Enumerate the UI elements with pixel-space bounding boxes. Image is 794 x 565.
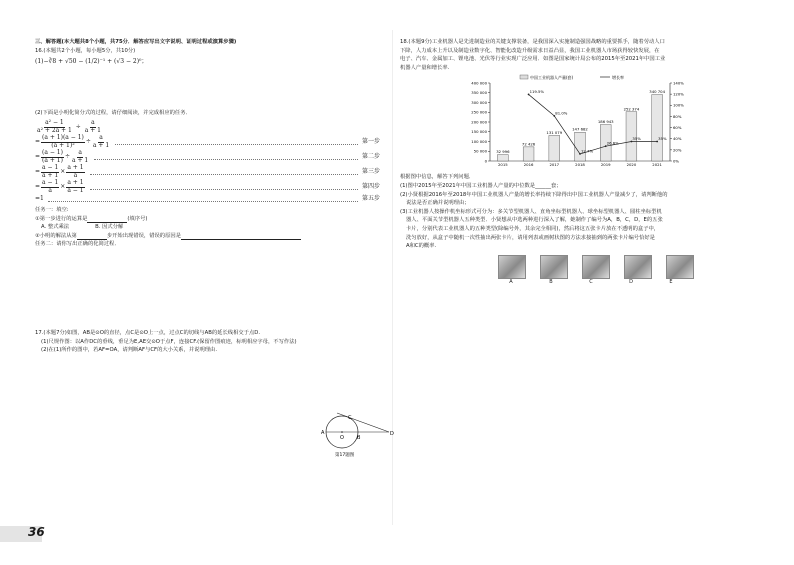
reason-blank[interactable]	[181, 234, 301, 240]
rate-label: 26.6%	[606, 140, 619, 146]
page-number: 36	[28, 525, 45, 539]
q18-text-5: (3)工业机器人按操作机坐标形式可分为：多关节型机器人、直角坐标型机器人、球坐标型机器人、圆柱坐标型机	[400, 208, 662, 215]
bar	[497, 155, 508, 161]
q17-part1: (1)尺规作图：以A作DC的垂线，垂足为E,AE交⊙O于点F，连接CF.(保留作图痕迹，标明相应字母，不写作法)	[41, 338, 297, 345]
step-5-label: 第五步	[361, 195, 380, 203]
q18-line-2: 下降，人力成本上升以及制造业数字化、智能化改造升级需求日益凸显，我国工业机器人市场获得较快发展，在	[400, 47, 660, 54]
label-o: O	[340, 435, 344, 441]
q16-part1-expression: (1)−∛8 + √50 − (1/2)⁻¹ + (√3 − 2)⁰；	[35, 58, 148, 66]
q16-part2-intro: (2)下面是小明化简分式的过程，请仔细阅读，并完成相应的任务．	[35, 109, 191, 116]
card-label-b: B	[549, 278, 553, 285]
label-d: D	[390, 431, 394, 437]
bar-value-label: 32 996	[496, 149, 510, 155]
x-tick-label: 2018	[575, 162, 585, 168]
step-4-label: 第四步	[361, 183, 380, 191]
label-c: C	[348, 415, 352, 421]
label-b: B	[357, 435, 361, 441]
bar-value-label: 186 943	[597, 119, 614, 125]
step-1: = $\frac{(a + 1)(a - 1)}{\text{(a + 1)²}}$ ÷ $\frac{a}{a + 1}$ 第一步	[35, 134, 380, 149]
left-tick-label: 50 000	[473, 149, 487, 155]
q16-header: 16.(本题共2个小题，每小题5分，共10分)	[35, 47, 136, 54]
production-chart	[450, 73, 710, 173]
q17-header: 17.(本题7分)如图，AB是⊙O的直径，点C是⊙O上一点，过点C的切线与AB的延长线相交于点D.	[35, 329, 261, 336]
robot-card-e	[666, 255, 694, 279]
left-tick-label: 350 000	[471, 90, 487, 96]
right-tick-label: 40%	[673, 136, 682, 142]
bar-value-label: 131 079	[546, 130, 563, 136]
task-1: 任务一：填空:	[35, 206, 69, 213]
q18-text-6: 器人、平面关节型机器人五种类型．小贤想从中选两种进行深入了解，她制作了编号为A，B，C，D，E的五张	[406, 217, 663, 224]
card-label-d: D	[629, 278, 633, 285]
right-tick-label: 60%	[673, 125, 682, 131]
bar	[549, 136, 560, 162]
q18-text-3: (2)小贤根据2016年至2018年中国工业机器人产量的增长率持续下降得出中国工业机器人产量减少了，请判断他的	[400, 191, 668, 198]
bar	[523, 147, 534, 161]
original-fraction: $\frac{\text{a² − 1}}{\text{a² + 2a + 1}}$ ÷ $\frac{a}{a + 1}$	[37, 119, 101, 134]
robot-card-c	[582, 255, 610, 279]
bar	[575, 133, 586, 162]
right-tick-label: 140%	[673, 80, 684, 86]
legend-bar-swatch	[520, 75, 528, 79]
label-a: A	[321, 430, 325, 436]
rate-label: 35%	[658, 136, 667, 142]
step-5: =1 第五步	[35, 195, 380, 203]
right-tick-label: 0%	[673, 158, 680, 164]
bar-value-label: 252 374	[623, 106, 640, 112]
q17-part2: (2)在(1)所作的图中，若AF=OA，请判断AF与CF的大小关系，并说明理由.	[41, 347, 218, 354]
card-label-a: A	[509, 278, 513, 285]
q18-line-3: 电子、汽车、金属加工、锂电池、光伏等行业实现广泛应用．如图是国家统计局公布的2015年至2021年中国工业	[400, 56, 666, 63]
bar-value-label: 147 682	[572, 127, 588, 133]
q18-text-7: 卡片，分别代表工业机器人的五种类型(除编号外，其余完全相同)，然后将这五张卡片放在不透明的盒子中，	[406, 225, 660, 232]
q18-text-1: 根据图中信息，解答下列问题．	[400, 174, 475, 181]
step-4: = $\frac{a - 1}{a}$ × $\frac{a + 1}{a - 1}$ 第四步	[35, 179, 380, 194]
task-2: 任务二：请你写出正确的化简过程．	[35, 241, 120, 248]
step-3-label: 第三步	[361, 168, 380, 176]
bar	[652, 95, 663, 161]
growth-rate-line	[529, 95, 658, 155]
chart-legend	[520, 74, 624, 80]
x-tick-label: 2021	[652, 162, 662, 168]
q18-text-2: (1)图中2015年至2021年中国工业机器人产量的中位数是______套；	[400, 182, 562, 189]
step-1-label: 第一步	[361, 138, 380, 146]
left-tick-label: 0	[484, 158, 487, 164]
left-column	[35, 38, 394, 458]
x-tick-label: 2015	[498, 162, 508, 168]
q17-figure	[317, 410, 397, 460]
bar-value-label: 340 704	[649, 89, 665, 95]
x-tick-label: 2016	[523, 162, 534, 168]
task-1-options: A. 整式乘法 B. 因式分解	[41, 224, 124, 231]
card-label-c: C	[589, 278, 593, 285]
task-1-question-2: ②小明的解法从第 步开始出现错误，错误的原因是	[35, 232, 380, 241]
rate-label: 12.7%	[581, 148, 594, 154]
rate-label: 119.5%	[529, 89, 545, 95]
right-tick-label: 100%	[673, 103, 684, 109]
x-tick-label: 2017	[549, 162, 560, 168]
tangent-line	[337, 413, 389, 432]
left-tick-label: 300 000	[471, 100, 487, 106]
left-tick-label: 200 000	[471, 119, 487, 125]
step-3: = $\frac{a - 1}{a + 1}$ × $\frac{a + 1}{a}$ 第三步	[35, 164, 380, 179]
rate-label: 81.0%	[555, 110, 568, 116]
right-tick-label: 80%	[673, 114, 682, 120]
legend-bar-label: 中国工业机器人产量(套)	[530, 75, 574, 81]
legend-line-label: 增长率	[612, 75, 624, 81]
center-point	[341, 431, 343, 433]
robot-card-a	[498, 255, 526, 279]
figure-caption: 第17题图	[335, 453, 355, 458]
right-tick-label: 20%	[673, 147, 682, 153]
left-tick-label: 150 000	[471, 129, 487, 135]
right-tick-label: 120%	[673, 91, 684, 97]
q18-text-9: A和C的概率.	[406, 243, 437, 250]
robot-card-d	[624, 255, 652, 279]
x-tick-label: 2019	[600, 162, 611, 168]
left-tick-label: 100 000	[471, 139, 487, 145]
left-tick-label: 400 000	[471, 80, 487, 86]
step-2-label: 第二步	[361, 153, 380, 161]
left-tick-label: 250 000	[471, 110, 487, 116]
q18-text-8: 洗匀放好，从盒子中随机一次性抽出两张卡片，请用列表或画树状图的方法求接抽到的两张卡片编号恰好是	[406, 234, 655, 241]
q18-text-4: 说法是否正确并说明理由；	[406, 200, 470, 207]
section-header: 三、解答题(本大题共8个小题，共75分．解答应写出文字说明、证明过程或演算步骤)	[35, 39, 237, 45]
robot-card-labels	[498, 279, 770, 285]
task-1-question-1: ①第一步进行的运算是 (填序号)	[35, 215, 148, 222]
right-column	[400, 38, 770, 285]
card-label-e: E	[669, 278, 673, 285]
x-tick-label: 2020	[626, 162, 637, 168]
robot-cards	[498, 255, 770, 279]
step-2: = $\frac{(a - 1)}{(a + 1)}$ ÷ $\frac{a}{a + 1}$ 第二步	[35, 149, 380, 164]
rate-label: 35%	[632, 136, 641, 142]
robot-card-b	[540, 255, 568, 279]
q18-line-4: 机器人产量和增长率.	[400, 64, 450, 71]
q18-line-1: 18.(本题9分)工业机器人是先进制造业的关键支撑装备，是我国深入实施制造强国战略的重要抓手，随着劳动人口	[400, 39, 665, 45]
bar-value-label: 72 426	[521, 141, 536, 147]
